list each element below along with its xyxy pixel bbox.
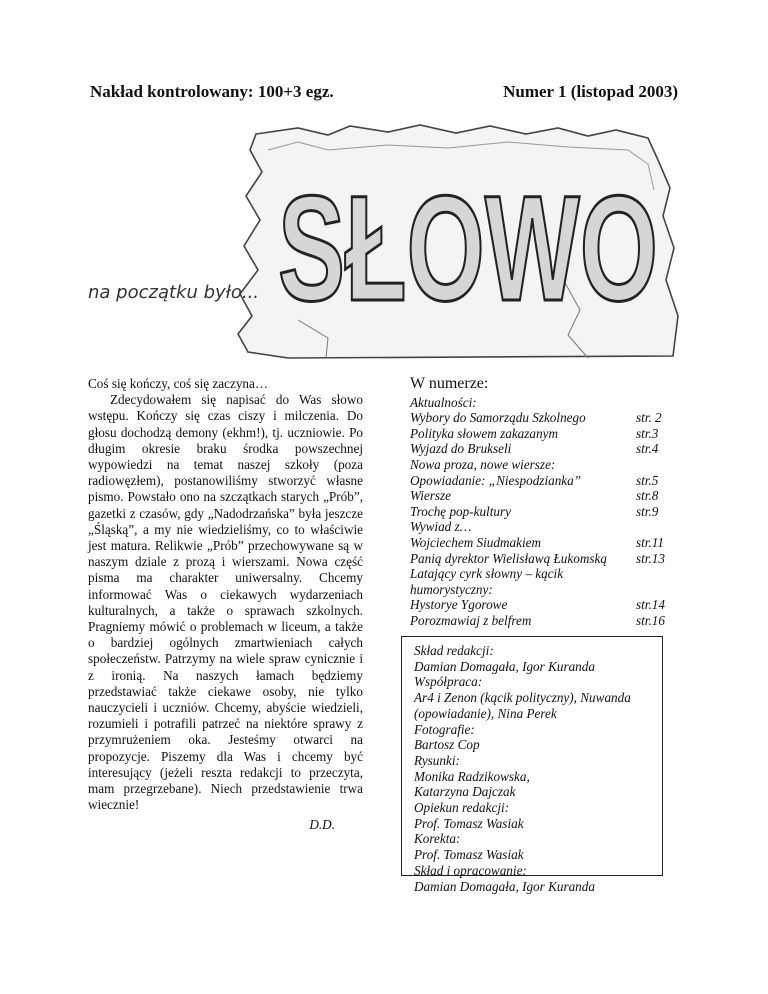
toc-entry-page: [636, 395, 678, 411]
toc-entry: [410, 551, 678, 567]
staff-line: Skład i opracowanie:: [414, 862, 527, 878]
toc-entry: [410, 410, 678, 426]
toc-entry-title: Trochę pop-kultury: [410, 503, 511, 519]
toc-entry-page: str. 2: [636, 410, 662, 426]
toc-entry-page: [636, 566, 678, 582]
toc-entry-page: str.16: [636, 612, 665, 628]
circulation-note: Nakład kontrolowany: 100+3 egz.: [90, 82, 334, 101]
staff-line: Damian Domagała, Igor Kuranda: [414, 878, 595, 894]
toc-entry: [410, 566, 678, 582]
toc-entry: [410, 519, 678, 535]
intro-opening-line: Coś się kończy, coś się zaczyna…: [88, 376, 269, 391]
staff-line: Rysunki:: [414, 752, 460, 768]
toc-entry-page: str.3: [636, 425, 659, 441]
staff-line: Monika Radzikowska,: [414, 768, 530, 784]
toc-entry-title: Wywiad z…: [410, 519, 472, 535]
toc-entry-title: Wojciechem Siudmakiem: [410, 534, 541, 550]
toc-entry: [410, 504, 678, 520]
toc-entry-page: [636, 582, 678, 598]
toc-entry-title: Porozmawiaj z belfrem: [410, 612, 532, 628]
toc-entry-title: Nowa proza, nowe wiersze:: [410, 456, 556, 472]
toc-entry-page: str.13: [636, 550, 665, 566]
toc-entry: [410, 613, 678, 629]
toc-entry-title: Polityka słowem zakazanym: [410, 425, 558, 441]
toc-entry-page: [636, 519, 678, 535]
toc-entry-title: Aktualności:: [410, 394, 477, 410]
toc-entry-title: Panią dyrektor Wielisławą Łukomską: [410, 550, 607, 566]
toc-entry: [410, 488, 678, 504]
toc-title: W numerze:: [410, 375, 489, 392]
staff-line: Prof. Tomasz Wasiak: [414, 815, 524, 831]
editorial-intro: [88, 376, 363, 834]
toc-list: [410, 395, 678, 629]
editorial-staff-box: [401, 636, 663, 894]
toc-entry-title: humorystyczny:: [410, 581, 493, 597]
staff-line: Damian Domagała, Igor Kuranda: [414, 658, 595, 674]
masthead-logo: [88, 120, 680, 362]
toc-entry-title: Hystorye Ygorowe: [410, 597, 508, 613]
toc-entry: [410, 535, 678, 551]
toc-entry: [410, 597, 678, 613]
staff-line: Katarzyna Dajczak: [414, 784, 516, 800]
toc-entry-page: [636, 457, 678, 473]
toc-entry: [410, 582, 678, 598]
toc-entry: [410, 441, 678, 457]
staff-list: [414, 643, 654, 894]
table-of-contents: [410, 376, 678, 629]
issue-number: Numer 1 (listopad 2003): [503, 82, 678, 101]
toc-entry-title: Opowiadanie: „Niespodzianka”: [410, 472, 582, 488]
toc-entry-page: str.11: [636, 534, 664, 550]
staff-line: Skład redakcji:: [414, 643, 494, 658]
staff-line: Fotografie:: [414, 721, 475, 737]
intro-body: Zdecydowałem się napisać do Was słowo wstępu. Kończy się czas ciszy i milczenia. Do głosu dochodzą demony (ekhm!), tj. uczniowie. Po długim okresie braku środka powszechnej wypowiedzi na temat naszej szkoły (poza radiowęzłem), postanowiliśmy stworzyć własne pismo. Powstało ono na szczątkach starych „Prób”, gazetki z czasów, gdy „Nadodrzańska” była jeszcze „Śląską”, a my nie wiedzieliśmy, co to właściwie jest matura. Relikwie „Prób” przechowywane są w naszym dziale z prozą i wierszami. Nowa część pisma ma charakter uniwersalny. Chcemy informować Was o ciekawych wydarzeniach kulturalnych, a także o sprawach szkolnych. Pragniemy mówić o problemach w liceum, a także o bardziej ogólnych zmartwieniach całych społeczeństw. Patrzymy na wiele spraw cynicznie i z ironią. Na naszych łamach będziemy przedstawiać także ciekawe osoby, nie tylko nauczycieli i uczniów. Chcemy, abyście wiedzieli, rozumieli i potrafili patrzeć na niektóre sprawy z przymrużeniem oka. Jesteśmy otwarci na propozycje. Piszemy dla Was i chcemy być interesujący (jeżeli reszta redakcji to przeczyta, mam przegrzebane). Niech przedstawienie trwa wiecznie!: [88, 392, 363, 813]
staff-line: Współpraca:: [414, 674, 483, 690]
toc-entry-title: Wybory do Samorządu Szkolnego: [410, 410, 586, 426]
logo-title: SŁOWO: [278, 164, 658, 332]
toc-entry-page: str.9: [636, 503, 659, 519]
toc-entry: [410, 395, 678, 411]
toc-entry-title: Latający cyrk słowny – kącik: [410, 566, 564, 582]
staff-line: Bartosz Cop: [414, 737, 480, 753]
toc-entry: [410, 426, 678, 442]
staff-line: Opiekun redakcji:: [414, 800, 510, 816]
logo-tagline: na początku było...: [88, 282, 260, 303]
toc-entry-page: str.8: [636, 488, 659, 504]
toc-entry-title: Wyjazd do Brukseli: [410, 441, 512, 457]
toc-entry-title: Wiersze: [410, 488, 452, 504]
toc-entry-page: str.5: [636, 472, 659, 488]
toc-entry: [410, 457, 678, 473]
staff-line: Prof. Tomasz Wasiak: [414, 847, 524, 863]
intro-signature: D.D.: [309, 817, 335, 833]
staff-line: (opowiadanie), Nina Perek: [414, 705, 557, 721]
toc-entry-page: str.4: [636, 441, 659, 457]
staff-line: Korekta:: [414, 831, 461, 847]
toc-entry: [410, 473, 678, 489]
staff-line: Ar4 i Zenon (kącik polityczny), Nuwanda: [414, 690, 631, 706]
toc-entry-page: str.14: [636, 597, 665, 613]
